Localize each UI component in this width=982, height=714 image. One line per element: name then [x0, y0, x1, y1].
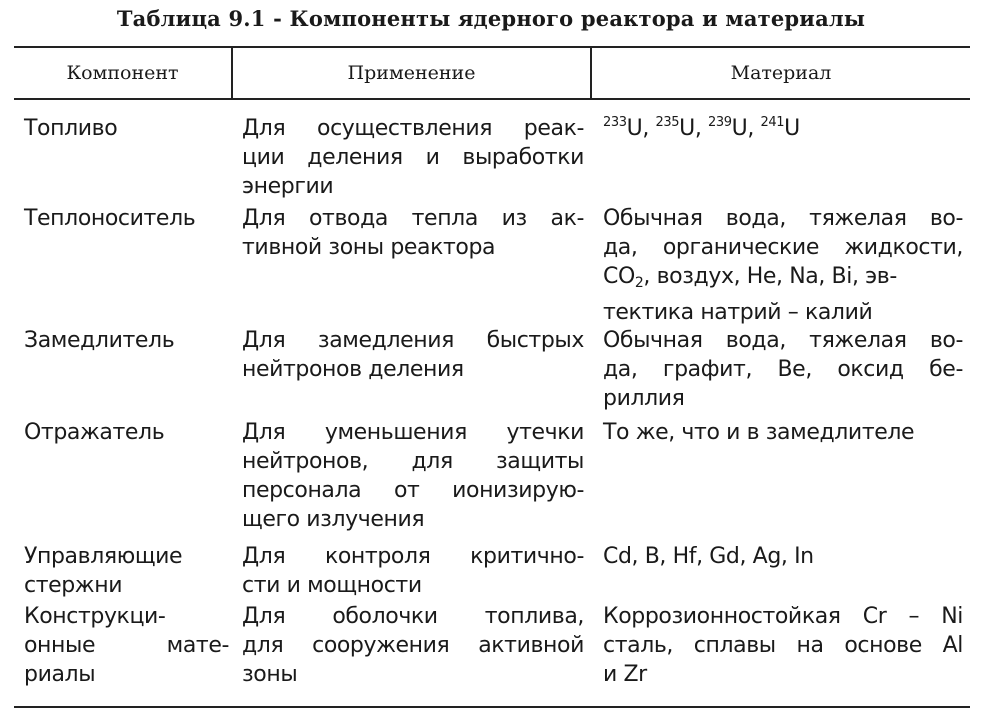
table-row-structural-component [24, 602, 229, 689]
table-header [14, 46, 970, 100]
component-line: Конструкци- [24, 604, 166, 629]
application-line: нейтронов, для защиты [242, 449, 584, 474]
application-line: Для уменьшения утечки [242, 420, 584, 445]
application-line: Для отвода тепла из ак- [242, 206, 584, 231]
table-row-fuel-component [24, 114, 229, 143]
isotope-symbol: U [731, 116, 748, 141]
isotope-mass: 241 [760, 115, 785, 130]
application-line: сти и мощности [242, 573, 422, 598]
component-line: риалы [24, 662, 96, 687]
application-line: щего излучения [242, 507, 425, 532]
application-line: Для контроля критично- [242, 544, 584, 569]
application-line: ции деления и выработки [242, 145, 584, 170]
application-line: зоны [242, 662, 298, 687]
application-line: для сооружения активной [242, 633, 584, 658]
isotope-symbol: U [784, 116, 800, 141]
table-row-reflector-application [242, 418, 584, 534]
application-line: энергии [242, 174, 334, 199]
table-row-moderator-application [242, 326, 584, 384]
co2-formula: CO [603, 264, 635, 289]
application-line: Для замедления быстрых [242, 328, 584, 353]
table-row-control-rods-material [603, 542, 963, 571]
material-line [603, 262, 963, 298]
material-line: Обычная вода, тяжелая во- [603, 328, 963, 353]
material-line-rest: , воздух, He, Na, Bi, эв- [643, 264, 897, 289]
component-line: стержни [24, 573, 123, 598]
isotope-mass: 235 [655, 115, 680, 130]
table-row-control-rods-component [24, 542, 229, 600]
material-line: риллия [603, 386, 685, 411]
material-line: сталь, сплавы на основе Al [603, 633, 963, 658]
isotope-separator: , [747, 116, 761, 141]
application-line: нейтронов деления [242, 357, 464, 382]
isotope-mass: 233 [603, 115, 627, 130]
application-line: Для оболочки топлива, [242, 604, 584, 629]
component-line: Отражатель [24, 420, 165, 445]
table-row-reflector-component [24, 418, 229, 447]
component-line: Топливо [24, 116, 118, 141]
table-row-structural-material [603, 602, 963, 689]
table-row-structural-application [242, 602, 584, 689]
material-line: Обычная вода, тяжелая во- [603, 206, 963, 231]
component-line: Замедлитель [24, 328, 175, 353]
header-divider [231, 48, 233, 100]
component-line: онные мате- [24, 633, 229, 658]
table-row-coolant-application [242, 204, 584, 262]
isotope-separator: , [694, 116, 709, 141]
table-row-reflector-material [603, 418, 963, 447]
material-line: да, графит, Be, оксид бе- [603, 357, 963, 382]
table-row-coolant-component [24, 204, 229, 233]
table-row-fuel-application [242, 114, 584, 201]
material-line: То же, что и в замедлителе [603, 420, 915, 445]
isotope-mass: 239 [708, 115, 732, 130]
application-line: персонала от ионизирую- [242, 478, 584, 503]
material-line: Cd, B, Hf, Gd, Ag, In [603, 544, 814, 569]
table-row-control-rods-application [242, 542, 584, 600]
isotope-symbol: U [679, 116, 695, 141]
isotope-symbol: U [626, 116, 643, 141]
material-line: да, органические жидкости, [603, 235, 963, 260]
table-row-moderator-component [24, 326, 229, 355]
material-line: и Zr [603, 662, 647, 687]
component-line: Теплоноситель [24, 206, 196, 231]
table-row-fuel-material [603, 114, 963, 143]
material-line: тектика натрий – калий [603, 300, 873, 325]
application-line: Для осуществления реак- [242, 116, 584, 141]
co2-subscript: 2 [634, 275, 644, 291]
application-line: тивной зоны реактора [242, 235, 496, 260]
header-divider [590, 48, 592, 100]
header-application: Применение [347, 62, 476, 84]
table-row-moderator-material [603, 326, 963, 413]
components-table [14, 46, 970, 708]
table-title: Таблица 9.1 - Компоненты ядерного реактора и материалы [116, 6, 866, 31]
header-component: Компонент [66, 62, 179, 84]
table-bottom-rule [14, 706, 970, 708]
isotope-separator: , [642, 116, 656, 141]
component-line: Управляющие [24, 544, 183, 569]
header-material: Материал [730, 62, 832, 84]
material-line: Коррозионностойкая Cr – Ni [603, 604, 963, 629]
table-row-coolant-material [603, 204, 963, 327]
isotope-list [603, 114, 963, 143]
